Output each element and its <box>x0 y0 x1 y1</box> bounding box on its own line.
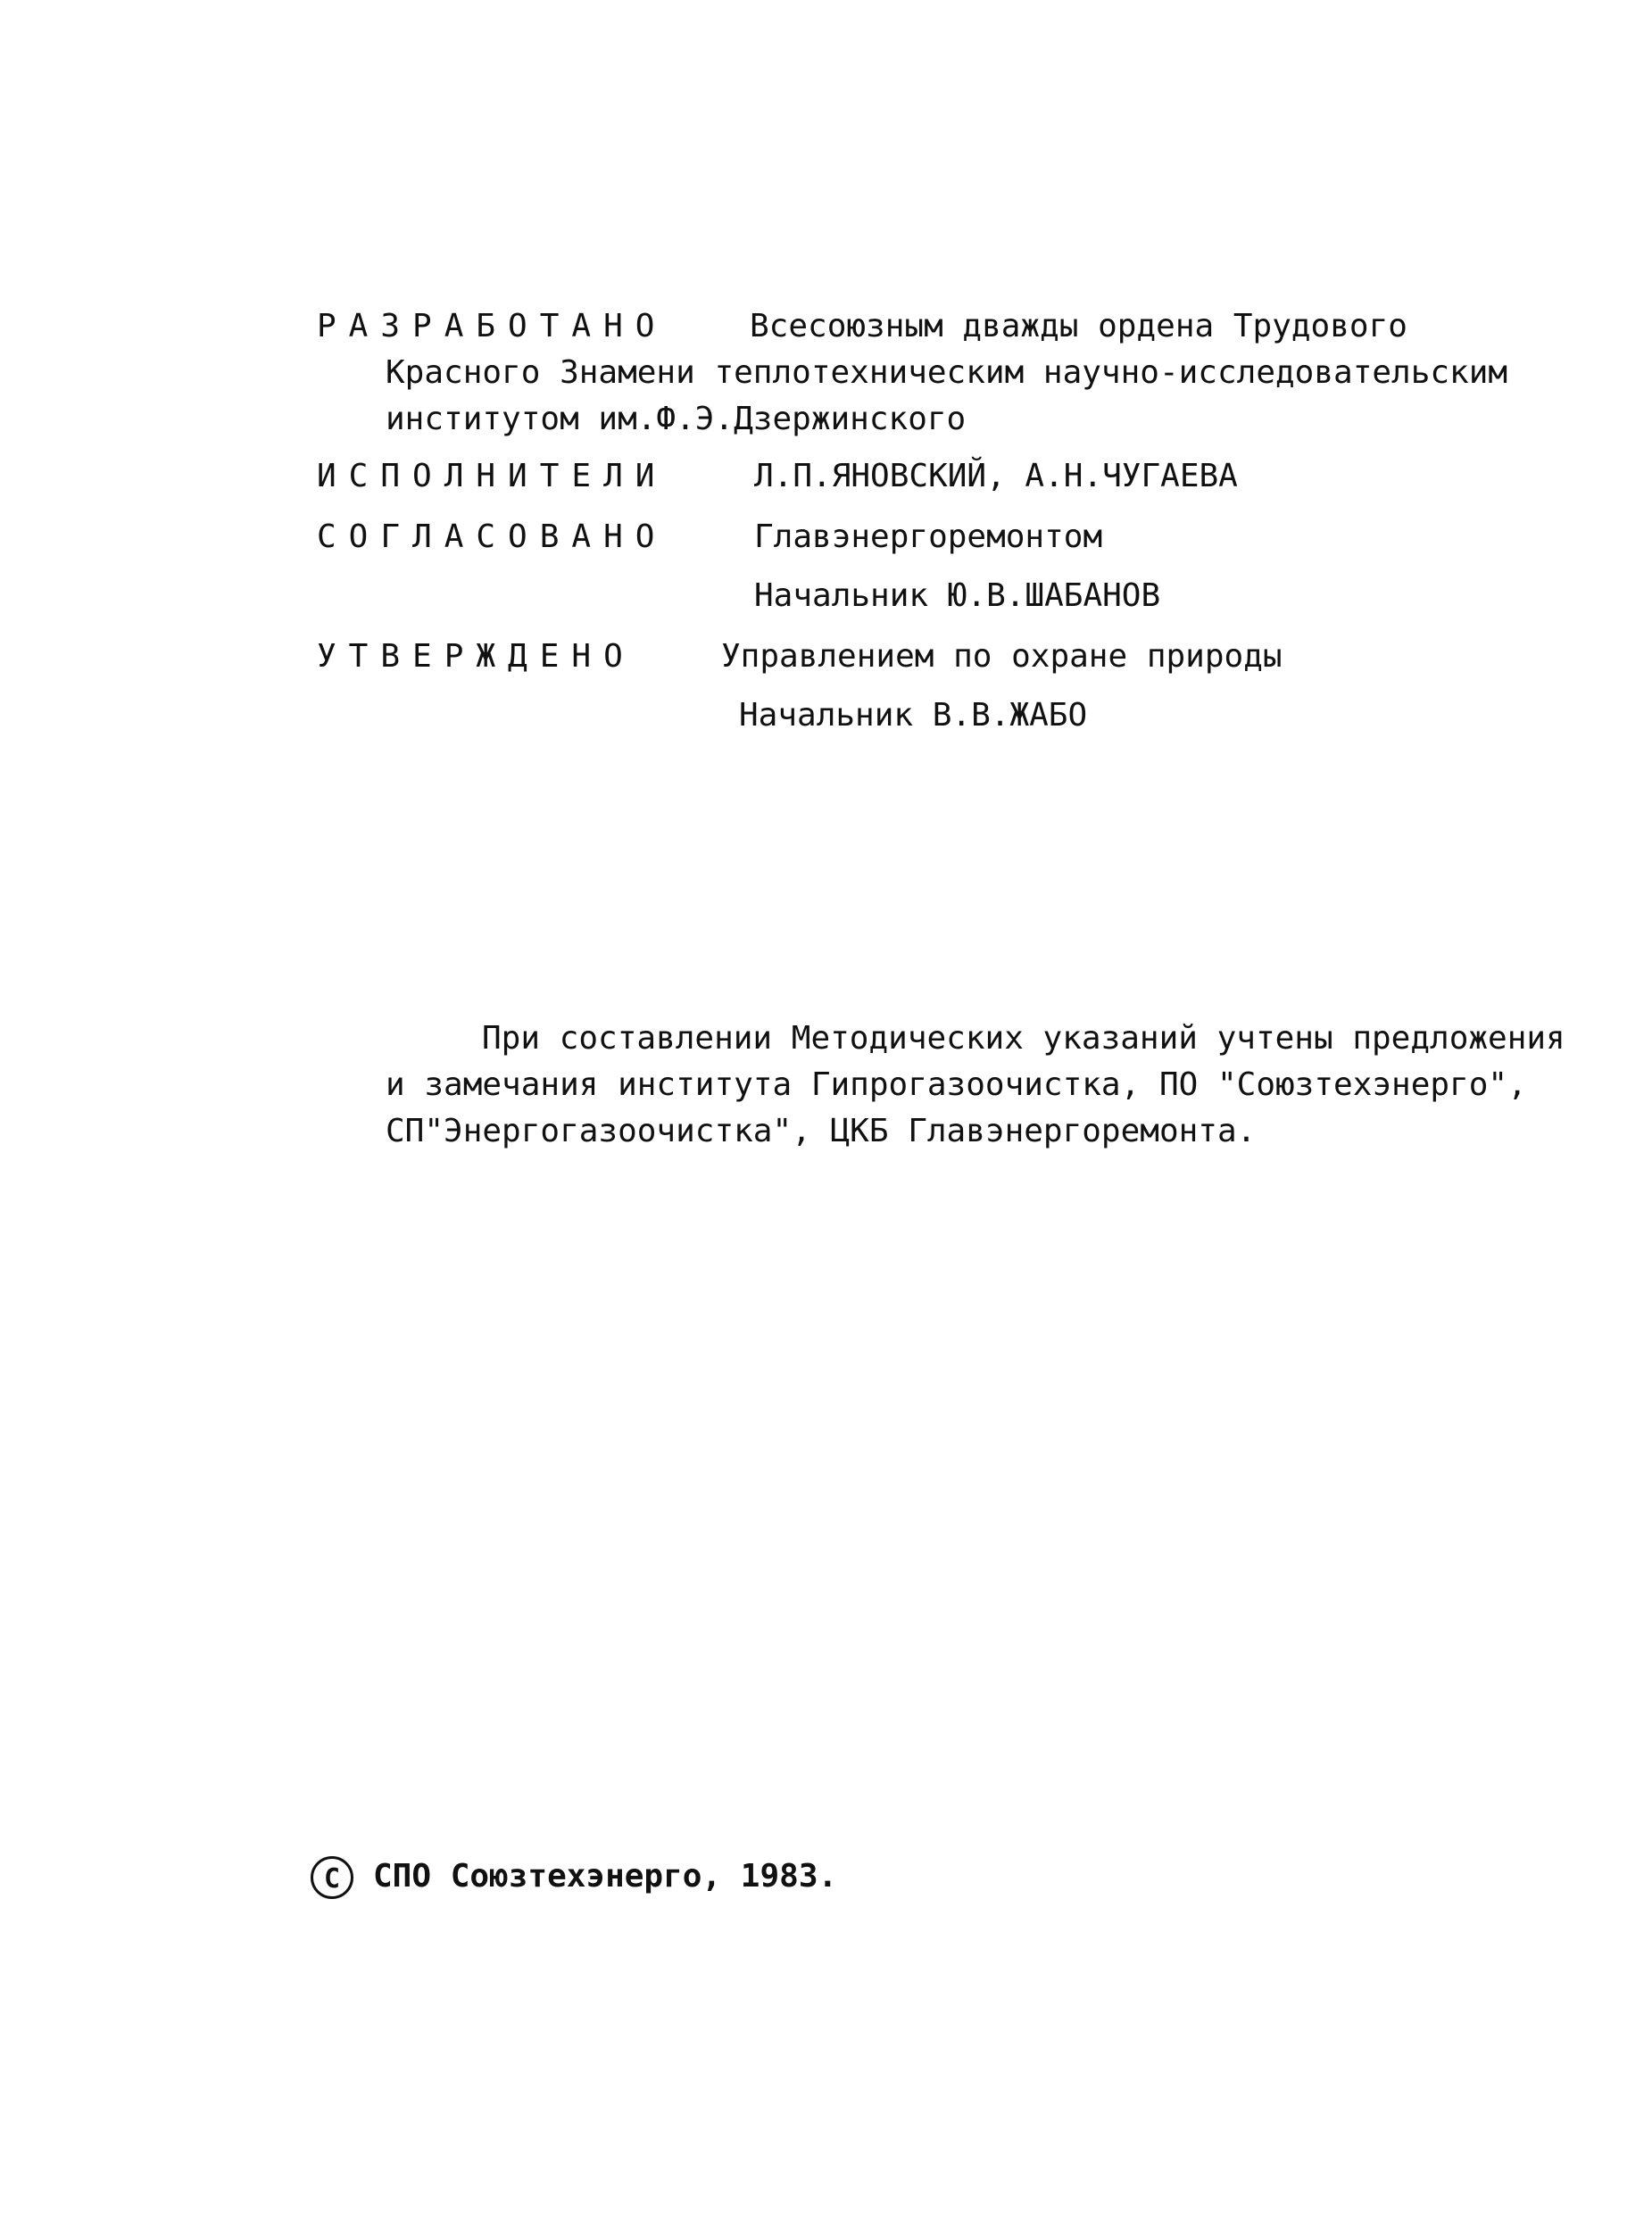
approved-line-2: Начальник В.В.ЖАБО <box>739 697 1088 734</box>
note-line-1: При составлении Методических указаний учтены предложения <box>482 1020 1565 1057</box>
executors-label: ИСПОЛНИТЕЛИ <box>317 458 668 494</box>
developed-label: РАЗРАБОТАНО <box>317 308 668 344</box>
agreed-line-1: Главэнергоремонтом <box>754 518 1103 555</box>
developed-line-3: институтом им.Ф.Э.Дзержинского <box>386 401 967 437</box>
copyright <box>311 1856 837 1899</box>
executors-value: Л.П.ЯНОВСКИЙ, А.Н.ЧУГАЕВА <box>754 458 1238 494</box>
copyright-icon: C <box>311 1856 353 1899</box>
note-line-3: СП"Энергогазоочистка", ЦКБ Главэнергоремонта. <box>386 1113 1257 1149</box>
approved-label: УТВЕРЖДЕНО <box>317 638 635 675</box>
agreed-line-2: Начальник Ю.В.ШАБАНОВ <box>754 577 1161 614</box>
note-line-2: и замечания института Гипрогазоочистка, ПО "Союзтехэнерго", <box>386 1066 1527 1103</box>
copyright-text: СПО Союзтехэнерго, 1983. <box>373 1858 838 1895</box>
agreed-label: СОГЛАСОВАНО <box>317 518 668 555</box>
approved-line-1: Управлением по охране природы <box>721 638 1283 675</box>
developed-line-2: Красного Знамени теплотехническим научно-исследовательским <box>386 354 1508 391</box>
developed-line-1: Всесоюзным дважды ордена Трудового <box>750 308 1407 344</box>
